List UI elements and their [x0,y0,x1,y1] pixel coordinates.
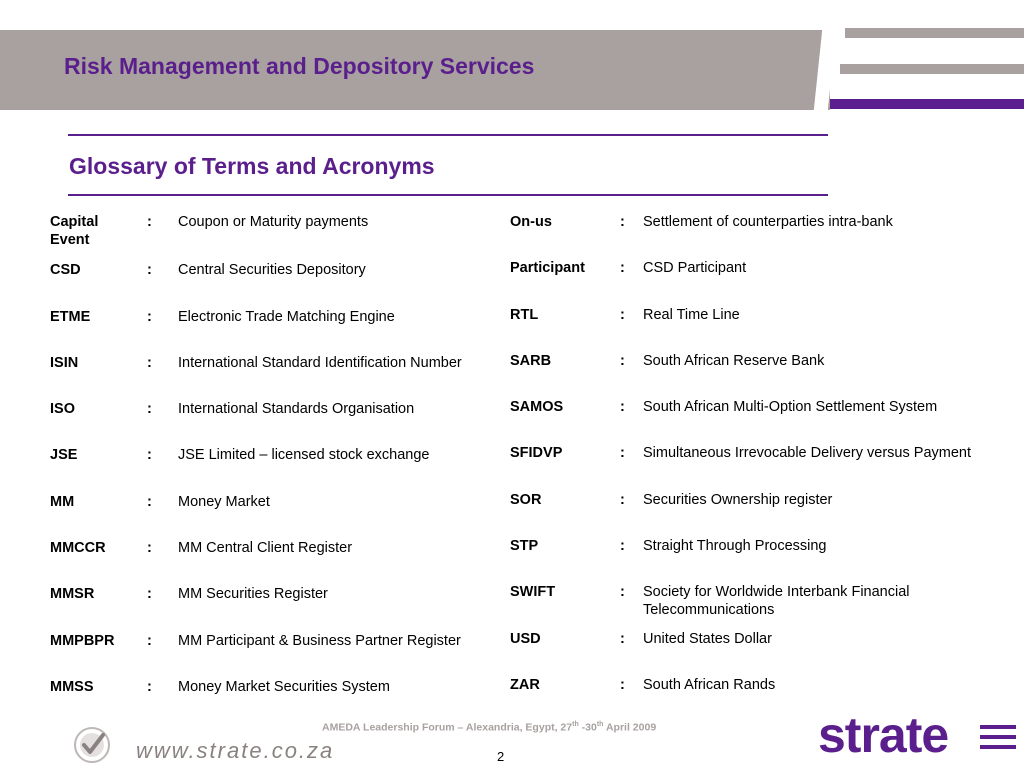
glossary-row [50,306,495,352]
glossary-definition: Society for Worldwide Interbank Financial Telecommunications [643,584,910,619]
checkmark-seal-icon [72,725,112,765]
glossary-colon: : [620,676,625,693]
glossary-colon: : [620,306,625,323]
glossary-colon: : [620,214,625,230]
glossary-row [510,491,980,537]
decorative-bar [845,28,1024,38]
glossary-definition: South African Rands [643,676,776,693]
event-caption: AMEDA Leadership Forum – Alexandria, Egypt, 27th -30th April 2009 [322,721,657,734]
glossary-row [510,213,980,259]
glossary-definition: International Standard Identification Number [178,354,462,371]
glossary-term: On-us [510,214,552,230]
glossary-definition: Settlement of counterparties intra-bank [643,214,893,230]
glossary-row [50,491,495,537]
glossary-row [510,398,980,444]
glossary-colon: : [147,586,152,603]
glossary-definition: Coupon or Maturity payments [178,214,369,230]
glossary-term: MMSR [50,586,95,603]
glossary-colon: : [147,678,152,695]
glossary-definition: International Standards Organisation [178,401,415,418]
glossary-definition: MM Participant & Business Partner Register [178,632,461,649]
glossary-term: MM [50,493,75,510]
slide-title: Risk Management and Depository Services [64,53,535,79]
glossary-definition: CSD Participant [643,260,747,277]
section-subtitle: Glossary of Terms and Acronyms [69,153,435,179]
glossary-term: MMSS [50,678,94,695]
glossary-row [50,583,495,629]
glossary-colon: : [620,260,625,277]
glossary-colon: : [620,491,625,508]
glossary-colon: : [147,262,152,279]
glossary-row [50,537,495,583]
glossary-term: CSD [50,262,81,279]
glossary-row [510,537,980,583]
page-number: 2 [497,749,505,764]
glossary-row [50,630,495,676]
glossary-row [50,352,495,398]
brand-logo: strate [818,707,949,763]
glossary-term: RTL [510,306,539,323]
glossary-colon: : [147,354,152,371]
divider-bottom [68,194,828,196]
glossary-term: MMPBPR [50,632,115,649]
glossary-definition: Central Securities Depository [178,262,366,279]
glossary-term: SWIFT [510,584,556,601]
glossary-colon: : [620,630,625,647]
glossary-definition: MM Central Client Register [178,540,353,557]
glossary-term: MMCCR [50,540,106,557]
glossary-colon: : [147,447,152,464]
glossary-colon: : [147,540,152,557]
glossary-row [510,259,980,305]
glossary-row [510,583,980,629]
glossary-definition: Money Market Securities System [178,678,390,695]
glossary-term: ISIN [50,354,79,371]
glossary-definition: Straight Through Processing [643,538,827,555]
glossary-definition: Securities Ownership register [643,491,833,508]
glossary-colon: : [147,214,152,230]
glossary-colon: : [620,538,625,555]
glossary-row [510,444,980,490]
glossary-definition: Money Market [178,493,270,510]
glossary-term: STP [510,538,539,555]
glossary-term: USD [510,630,541,647]
glossary-term: SAMOS [510,399,564,416]
glossary-term: Participant [510,260,585,277]
glossary-right-column [510,213,980,722]
glossary-term: SOR [510,491,542,508]
glossary-definition: Electronic Trade Matching Engine [178,308,395,325]
glossary-colon: : [147,401,152,418]
glossary-definition: South African Reserve Bank [643,352,825,369]
glossary-term: SARB [510,352,552,369]
triple-lines-icon [978,722,1018,752]
glossary-row [50,398,495,444]
decorative-bar [840,64,1024,74]
glossary-colon: : [147,308,152,325]
glossary-definition: South African Multi-Option Settlement System [643,399,938,416]
glossary-colon: : [620,584,625,601]
glossary-term: SFIDVP [510,445,563,462]
glossary-colon: : [147,632,152,649]
decorative-bar-accent [830,99,1024,109]
glossary-colon: : [620,445,625,462]
glossary-definition: Real Time Line [643,306,740,323]
glossary-row [50,676,495,722]
glossary-colon: : [147,493,152,510]
glossary-term: JSE [50,447,78,464]
glossary-row [510,352,980,398]
glossary-row [510,630,980,676]
glossary-row [510,306,980,352]
glossary-row [50,259,495,305]
glossary-term: Capital Event [50,214,99,248]
glossary-definition: MM Securities Register [178,586,328,603]
glossary-left-column [50,213,495,722]
glossary-row [50,444,495,490]
glossary-definition: United States Dollar [643,630,772,647]
website-url: www.strate.co.za [136,738,335,763]
glossary-definition: Simultaneous Irrevocable Delivery versus Payment [643,445,971,462]
glossary-colon: : [620,352,625,369]
glossary-term: ETME [50,308,91,325]
glossary-colon: : [620,399,625,416]
glossary-definition: JSE Limited – licensed stock exchange [178,447,430,464]
glossary-term: ISO [50,401,75,418]
divider-top [68,134,828,136]
glossary-row [50,213,495,259]
glossary-term: ZAR [510,676,540,693]
